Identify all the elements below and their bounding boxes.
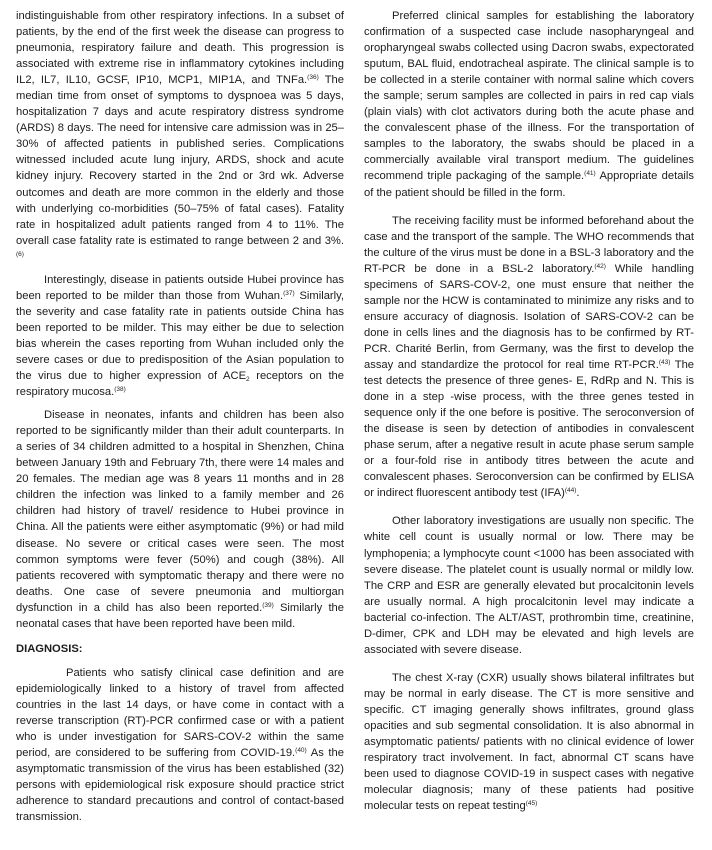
text-run: Interestingly, disease in patients outside Hubei province has been reported to be milder than those from Wuhan. <box>16 273 344 302</box>
paragraph-laboratory-testing <box>364 213 694 502</box>
text-run: The chest X-ray (CXR) usually shows bilateral infiltrates but may be normal in early disease. The CT is more sensitive and specific. CT imaging generally shows infiltrates, ground glass opacities and sub segmental consolidation. It is also abnormal in asymptomatic patients/ patients with no clinical evidence of lower respiratory tract involvement. In fact, abnormal CT scans have been used to diagnose COVID-19 in suspect cases with negative molecular diagnosis; many of these patients had positive molecular tests on repeat testing <box>364 671 694 813</box>
subscript: 2 <box>246 376 250 384</box>
paragraph-case-definition <box>16 665 344 825</box>
text-run: Patients who satisfy clinical case definition and are epidemiologically linked to a history of travel from affected countries in the last 14 days, or have come in contact with a reverse transcription (RT)-PCR confirmed case or with a patient who is under investigation for SARS-COV-2 within the same period, are considered to be suffering from COVID-19. <box>16 666 344 760</box>
citation-ref: (44) <box>564 487 577 495</box>
text-run: indistinguishable from other respiratory infections. In a subset of patients, by the end of the first week the disease can progress to pneumonia, respiratory failure and death. This progression is associated with extreme rise in inflammatory cytokines including IL2, IL7, IL10, GCSF, IP10, MCP1, MIP1A, and TNFa. <box>16 10 344 87</box>
paragraph-regional-severity <box>16 272 344 400</box>
paragraph-pediatric-disease <box>16 407 344 632</box>
citation-ref: (40) <box>295 747 307 755</box>
text-run: Similarly, the severity and case fatality rate in patients outside China has been reported to be milder. This may either be due to selection bias wherein the cases reporting from Wuhan included only the severe cases or due to predisposition of the Asian population to the virus due to higher expression of ACE <box>16 289 345 383</box>
text-run: While handling specimens of SARS-COV-2, one must ensure that neither the sample nor the HCW is contaminated to minimize any risks and to ensure accuracy of diagnosis. Isolation of SARS-COV-2 can be done in cells lines and the diagnosis has to be confirmed by RT-PCR. Charité Berlin, from Germany, was the first to develop the assay and standardize the protocol for real time RT-PCR. <box>364 262 695 371</box>
citation-ref: (38) <box>114 386 126 394</box>
left-column <box>16 8 344 850</box>
citation-ref: (42) <box>594 262 606 270</box>
text-run: The receiving facility must be informed beforehand about the case and the transport of the sample. The WHO recommends that the culture of the virus must be done in a BSL-3 laboratory and the RT-PCR be done in a BSL-2 laboratory. <box>364 214 694 275</box>
paragraph-other-investigations <box>364 513 694 657</box>
text-run: The median time from onset of symptoms to dyspnoea was 5 days, hospitalization 7 days and acute respiratory distress syndrome (ARDS) 8 days. The need for intensive care admission was in 25–30% of affected patients in published series. Complications witnessed included acute lung injury, ARDS, shock and acute kidney injury. Recovery started in the 2nd or 3rd wk. Adverse outcomes and death are more common in the elderly and those with underlying co-morbidities (50–75% of fatal cases). Fatality rate in hospitalized adult patients ranged from 4 to 11%. The overall case fatality rate is estimated to range between 2 and 3%. <box>16 74 344 247</box>
section-heading-diagnosis: DIAGNOSIS: <box>16 642 83 655</box>
paragraph-imaging <box>364 670 694 814</box>
paragraph-clinical-progression <box>16 8 344 265</box>
text-run: Similarly the neonatal cases that have been reported have been mild. <box>16 601 344 630</box>
text-run: As the asymptomatic transmission of the virus has been established (32) persons with epidemiological risk exposure should practice strict adherence to standard precautions and control of contact-based transmission. <box>16 747 344 824</box>
citation-ref: (39) <box>262 601 274 609</box>
text-run: The test detects the presence of three genes- E, RdRp and N. This is done in a step -wise process, with the three genes tested in sequence only if the one before is positive. The seroconversion of the disease is seen by detection of antibodies in convalescent phase serum, after a negative result in acute phase serum sample or a four-fold rise in antibody titres between the acute and convalescent phases. Seroconversion can be confirmed by ELISA or indirect fluorescent antibody test (IFA) <box>364 358 695 500</box>
citation-ref: (37) <box>283 289 295 297</box>
text-run: Appropriate details of the patient should be filled in the form. <box>364 170 694 199</box>
text-run: . <box>576 487 580 500</box>
text-run: Disease in neonates, infants and children has been also reported to be significantly milder than their adult counterparts. In a series of 34 children admitted to a hospital in Shenzhen, China between January 19th and February 7th, there were 14 males and 20 females. The median age was 8 years 11 months and in 28 children the infection was linked to a family member and 26 children had history of travel/ residence to Hubei province in China. All the patients were either asymptomatic (9%) or had mild disease. No severe or critical cases were seen. The most common symptoms were fever (50%) and cough (38%). All patients recovered with symptomatic therapy and there were no deaths. One case of severe pneumonia and multiorgan dysfunction in a child has also been reported. <box>16 409 344 614</box>
text-run: receptors on the respiratory mucosa. <box>16 370 344 399</box>
citation-ref: (6) <box>16 250 24 258</box>
citation-ref: (41) <box>584 170 596 178</box>
text-run: Other laboratory investigations are usually non specific. The white cell count is usually normal or low. There may be lymphopenia; a lymphocyte count <1000 has been associated with severe disease. The platelet count is usually normal or mildly low. The CRP and ESR are generally elevated but procalcitonin levels are usually normal. A high procalcitonin level may indicate a bacterial co-infection. The ALT/AST, prothrombin time, creatinine, D-dimer, CPK and LDH may be elevated and high levels are associated with severe disease. <box>364 515 694 656</box>
citation-ref: (43) <box>658 358 671 366</box>
text-run: Preferred clinical samples for establishing the laboratory confirmation of a suspected case include nasopharyngeal and oropharyngeal swabs collected using Dacron swabs, expectorated sputum, BAL fluid, endotracheal aspirate. The clinical sample is to be collected in a sterile container with normal saline which covers the sample; serum samples are collected in pairs in red cap vials (plain vials) with clot activators during both the acute phase and the convalescent phase of the illness. For the transportation of samples to the laboratory, the swabs should be placed in a commercially available viral transport medium. The guidelines recommend triple packaging of the sample. <box>364 10 694 183</box>
right-column <box>364 8 694 850</box>
citation-ref: (45) <box>525 800 538 808</box>
citation-ref: (36) <box>307 74 319 82</box>
paragraph-clinical-samples <box>364 8 694 201</box>
